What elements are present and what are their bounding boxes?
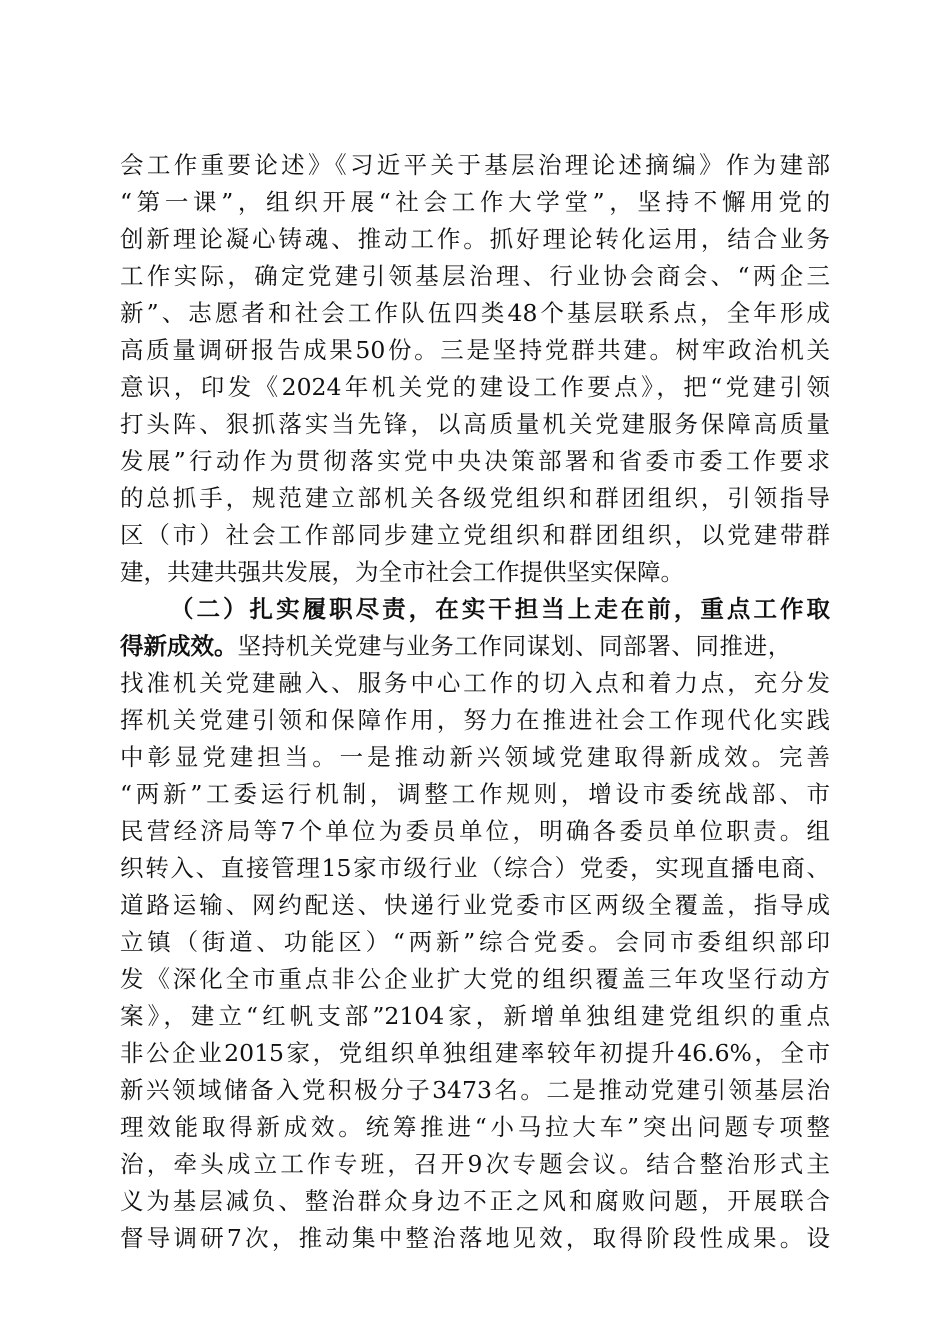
- section-heading-line: （二）扎实履职尽责，在实干担当上走在前，重点工作取: [170, 595, 830, 623]
- text-line: 治，牵头成立工作专班，召开9次专题会议。结合整治形式主: [120, 1150, 830, 1178]
- text-line: “两新”工委运行机制，调整工作规则，增设市委统战部、市: [120, 780, 830, 808]
- text-line: 工作实际，确定党建引领基层治理、行业协会商会、“两企三: [120, 262, 830, 290]
- text-line: 意识，印发《2024年机关党的建设工作要点》，把“党建引领: [120, 373, 830, 401]
- text-line: 发《深化全市重点非公企业扩大党的组织覆盖三年攻坚行动方: [120, 965, 830, 993]
- text-line: 织转入、直接管理15家市级行业（综合）党委，实现直播电商、: [120, 854, 830, 882]
- text-line: 建，共建共强共发展，为全市社会工作提供坚实保障。: [120, 558, 684, 586]
- text-line: 新兴领域储备入党积极分子3473名。二是推动党建引领基层治: [120, 1076, 830, 1104]
- text-line: 新”、志愿者和社会工作队伍四类48个基层联系点，全年形成: [120, 299, 830, 327]
- text-fragment: 坚持机关党建与业务工作同谋划、同部署、同推进，: [237, 632, 792, 660]
- text-line: 会工作重要论述》《习近平关于基层治理论述摘编》作为建部: [120, 151, 830, 179]
- text-line: 义为基层减负、整治群众身边不正之风和腐败问题，开展联合: [120, 1187, 830, 1215]
- section-heading-tail: 得新成效。: [120, 632, 238, 660]
- text-line: 中彰显党建担当。一是推动新兴领域党建取得新成效。完善: [120, 743, 830, 771]
- text-line: “第一课”，组织开展“社会工作大学堂”，坚持不懈用党的: [120, 188, 830, 216]
- text-line: 督导调研7次，推动集中整治落地见效，取得阶段性成果。设: [120, 1224, 830, 1252]
- text-line: 创新理论凝心铸魂、推动工作。抓好理论转化运用，结合业务: [120, 225, 830, 253]
- text-line: 民营经济局等7个单位为委员单位，明确各委员单位职责。组: [120, 817, 830, 845]
- text-line: 道路运输、网约配送、快递行业党委市区两级全覆盖，指导成: [120, 891, 830, 919]
- text-line: 非公企业2015家，党组织单独组建率较年初提升46.6%，全市: [120, 1039, 830, 1067]
- text-line: 立镇（街道、功能区）“两新”综合党委。会同市委组织部印: [120, 928, 830, 956]
- text-line: 发展”行动作为贯彻落实党中央决策部署和省委市委工作要求: [120, 447, 830, 475]
- text-line: 理效能取得新成效。统筹推进“小马拉大车”突出问题专项整: [120, 1113, 830, 1141]
- text-line: 案》，建立“红帆支部”2104家，新增单独组建党组织的重点: [120, 1002, 830, 1030]
- text-line: 找准机关党建融入、服务中心工作的切入点和着力点，充分发: [120, 669, 830, 697]
- text-line: 打头阵、狠抓落实当先锋，以高质量机关党建服务保障高质量: [120, 410, 830, 438]
- text-line: 的总抓手，规范建立部机关各级党组织和群团组织，引领指导: [120, 484, 830, 512]
- text-line: 高质量调研报告成果50份。三是坚持党群共建。树牢政治机关: [120, 336, 830, 364]
- text-line: 挥机关党建引领和保障作用，努力在推进社会工作现代化实践: [120, 706, 830, 734]
- text-line: 区（市）社会工作部同步建立党组织和群团组织，以党建带群: [120, 521, 830, 549]
- text-line-mixed: [120, 627, 830, 665]
